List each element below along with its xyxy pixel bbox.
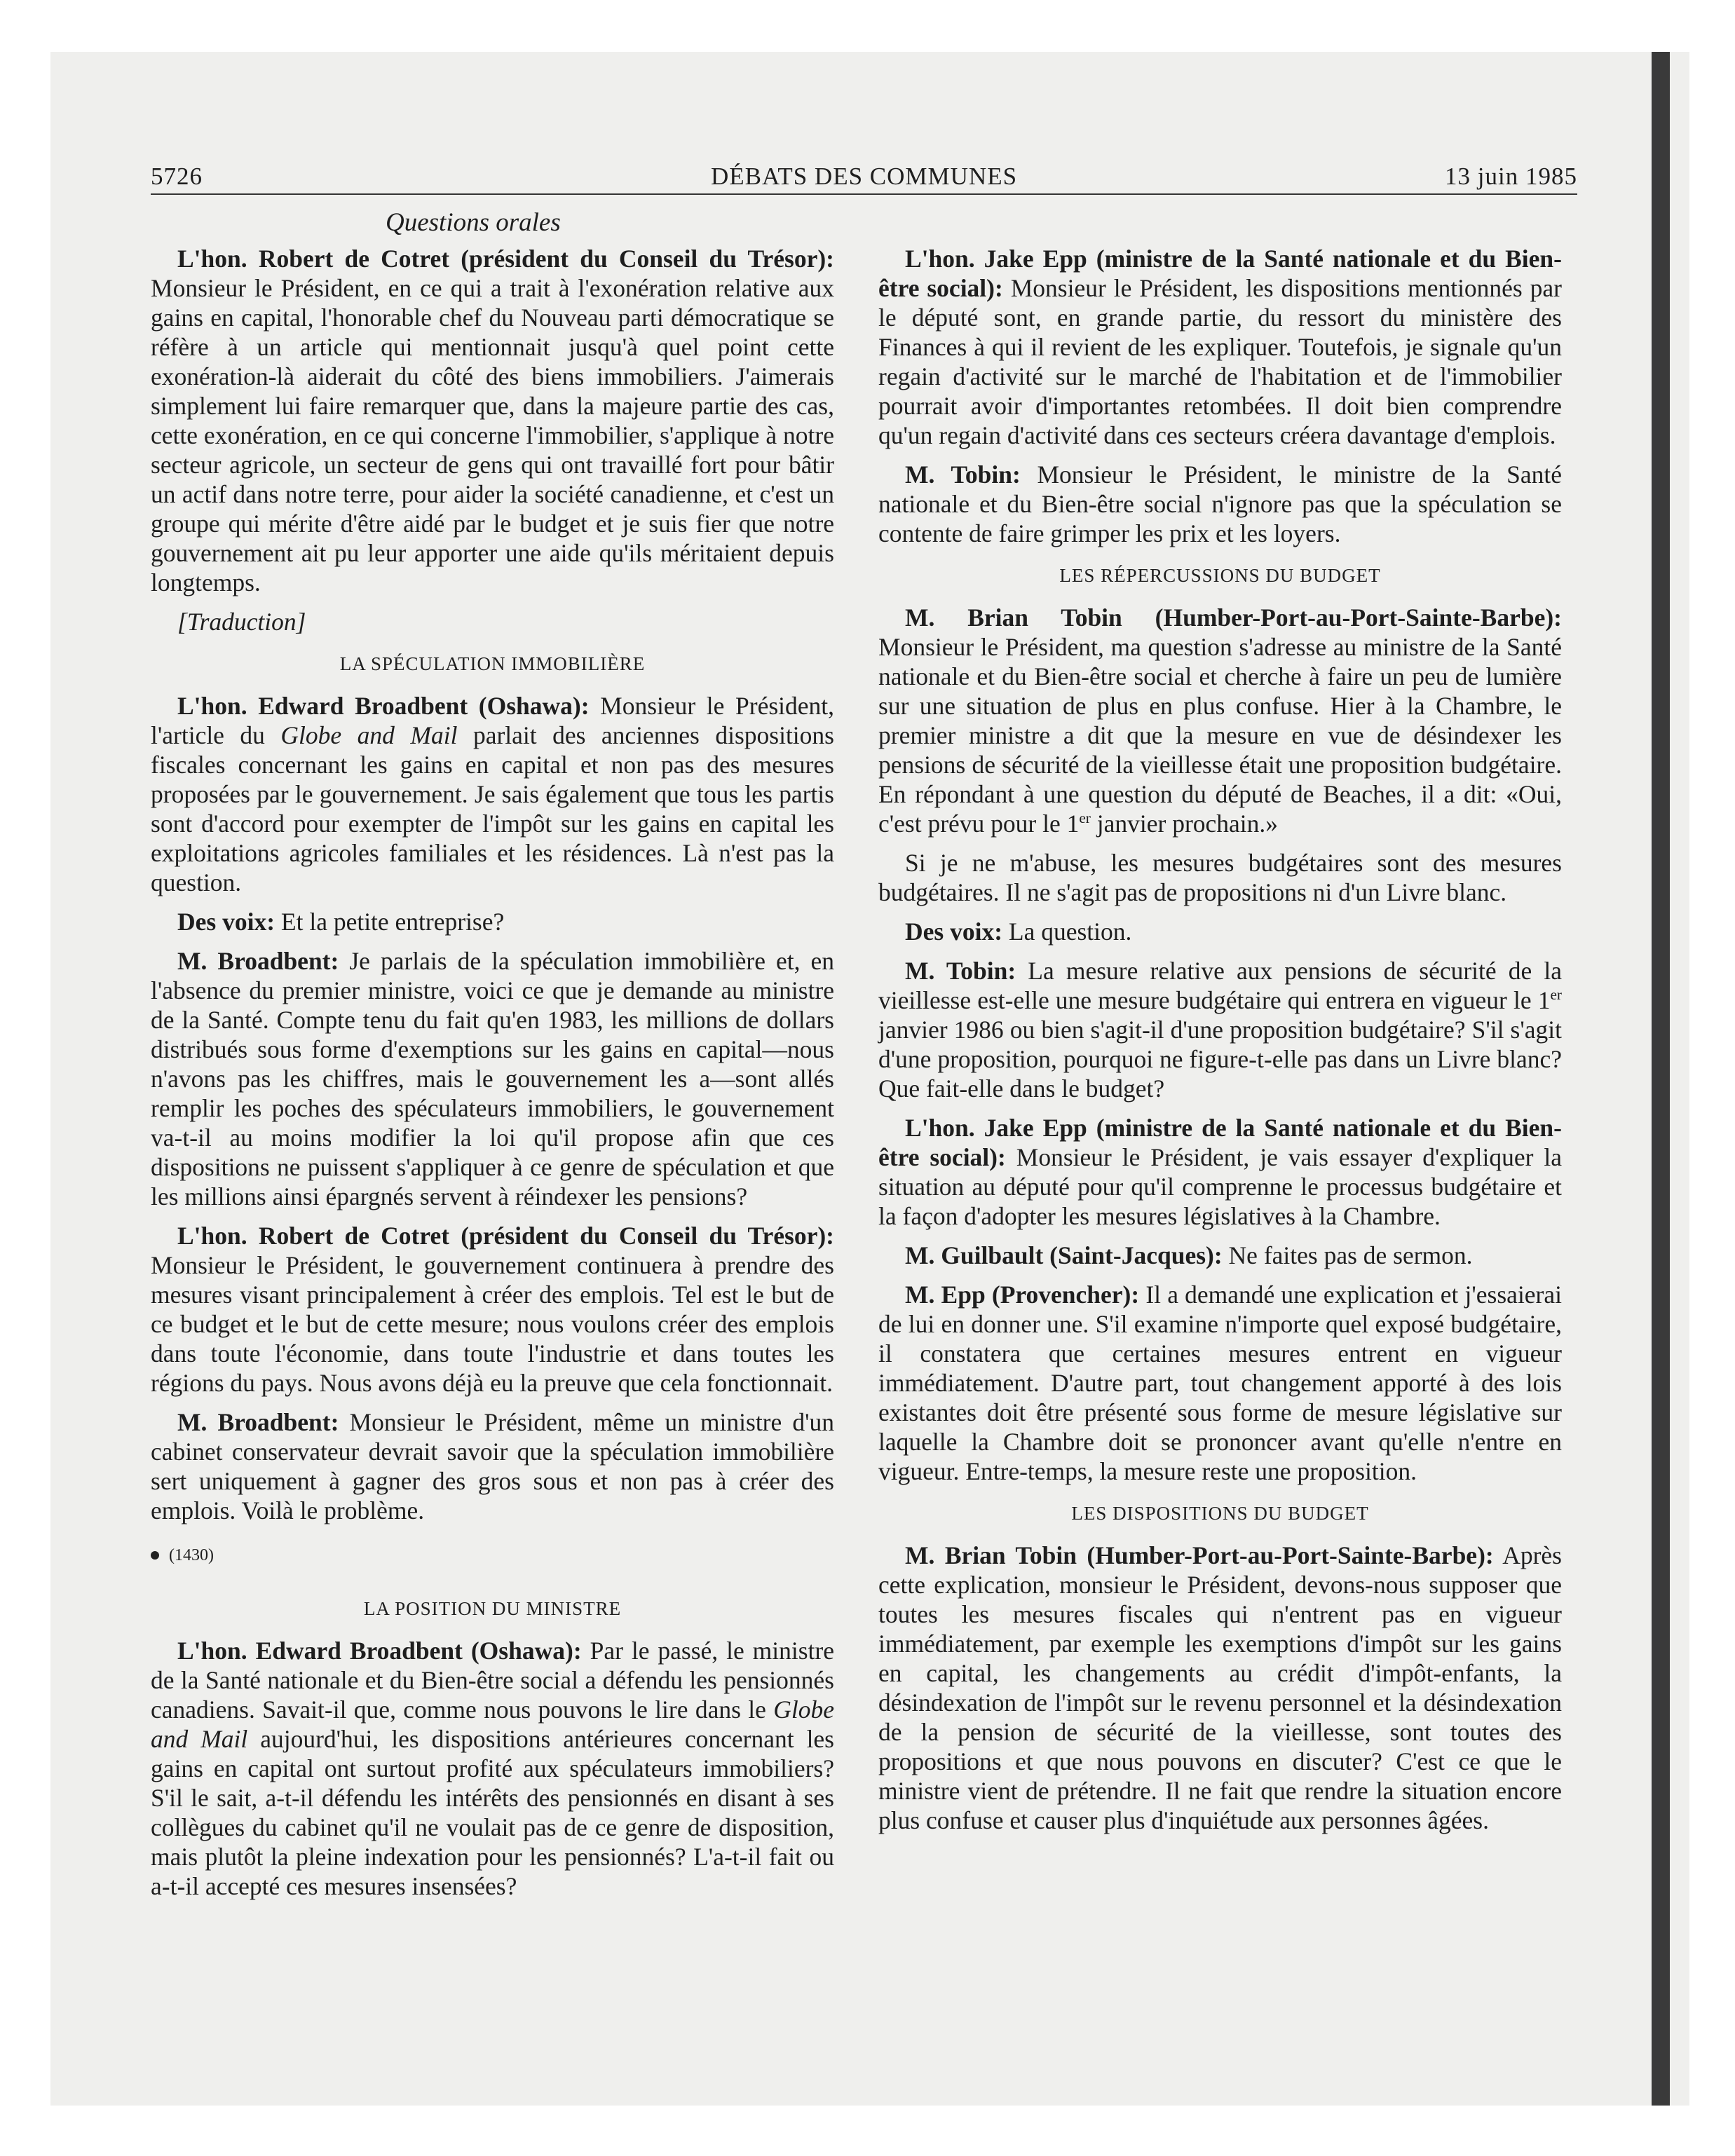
paragraph <box>878 1280 1562 1486</box>
paragraph <box>878 956 1562 1103</box>
section-heading: LA POSITION DU MINISTRE <box>363 1598 622 1619</box>
page-date: 13 juin 1985 <box>1445 163 1577 190</box>
paragraph <box>878 848 1562 907</box>
publication-title: DÉBATS DES COMMUNES <box>710 163 1018 190</box>
speech: La question. <box>1008 917 1132 946</box>
translation-note: [Traduction] <box>177 608 306 636</box>
speech: Monsieur le Président, je vais essayer d'expliquer la situation au député pour qu'il comprenne le processus budgétaire et la façon d'adopter les mesures législatives à la Chambre. <box>878 1143 1562 1230</box>
section-heading: LES RÉPERCUSSIONS DU BUDGET <box>1059 565 1381 586</box>
speech: Après cette explication, monsieur le Président, devons-nous supposer que toutes les mesures fiscales qui n'entrent pas en vigueur immédiatement, par exemple les exemptions d'impôt sur les gains en capital, les changements au crédit d'impôt-enfants, la désindexation de l'impôt sur le revenu personnel et la désindexation de la pension de sécurité de la vieillesse, sont toutes des propositions et que nous pouvons en discuter? C'est ce que le ministre vient de prétendre. Il ne fait que rendre la situation encore plus confuse et causer plus d'inquiétude aux personnes âgées. <box>878 1541 1562 1834</box>
time-marker <box>151 1541 834 1570</box>
paragraph <box>151 1221 834 1398</box>
ordinal-suffix: er <box>1550 986 1562 1004</box>
speaker: M. Broadbent: <box>177 1408 339 1436</box>
speech: La mesure relative aux pensions de sécurité de la vieillesse est-elle une mesure budgétaire qui entrera en vigueur le 1 <box>878 957 1562 1014</box>
header-rule <box>151 193 1577 195</box>
speech: Et la petite entreprise? <box>280 908 505 936</box>
speaker: Des voix: <box>905 917 1003 946</box>
paragraph <box>878 244 1562 450</box>
speech: Monsieur le Président, même un ministre d'un cabinet conservateur devrait savoir que la spéculation immobilière sert uniquement à gagner des gros sous et non pas à créer des emplois. Voilà le problème. <box>151 1408 835 1524</box>
paragraph <box>151 907 834 936</box>
speech: Monsieur le Président, les dispositions mentionnés par le député sont, en grande partie, du ressort du ministère des Finances à qui il revient de les expliquer. Toutefois, je signale qu'un regain d'activité sur le marché de l'habitation et de l'immobilier pourrait avoir d'importantes retombées. Il doit bien comprendre qu'un regain d'activité dans ces secteurs créera davantage d'emplois. <box>878 274 1562 449</box>
speaker: L'hon. Jake Epp (ministre de la Santé nationale et du Bien-être social): <box>878 1114 1562 1171</box>
paragraph <box>878 460 1562 548</box>
speech: Je parlais de la spéculation immobilière et, en l'absence du premier ministre, voici ce que je demande au ministre de la Santé. Compte tenu du fait qu'en 1983, les millions de dollars distribués sous forme d'exemptions sur les gains en capital—nous n'avons pas les chiffres, mais le gouvernement les a—sont allés remplir les poches des spéculateurs immobiliers, le gouvernement va-t-il au moins modifier la loi qu'il propose afin que ces dispositions ne puissent s'appliquer à ce genre de spéculation et que les millions ainsi épargnés servent à réindexer les pensions? <box>151 947 835 1210</box>
speech: Monsieur le Président, en ce qui a trait à l'exonération relative aux gains en capital, l'honorable chef du Nouveau parti démocratique se réfère à un article qui mentionnait jusqu'à quel point cette exonération-là aiderait du côté des biens immobiliers. J'aimerais simplement lui faire remarquer que, dans la majeure partie des cas, cette exonération, en ce qui concerne l'immobilier, s'applique à notre secteur agricole, un secteur de gens qui ont travaillé fort pour bâtir un actif dans notre terre, pour aider la société canadienne, et c'est un groupe qui mérite d'être aidé par le budget et je suis fier que notre gouvernement ait pu leur apporter une aide qu'ils méritaient depuis longtemps. <box>151 274 834 596</box>
paragraph <box>151 1407 834 1525</box>
paragraph <box>878 1113 1562 1231</box>
paragraph <box>878 1541 1562 1835</box>
speech: Ne faites pas de sermon. <box>1228 1241 1473 1269</box>
speaker: L'hon. Edward Broadbent (Oshawa): <box>177 692 590 720</box>
section-heading: LA SPÉCULATION IMMOBILIÈRE <box>339 653 646 674</box>
paragraph <box>878 1241 1562 1270</box>
speaker: M. Guilbault (Saint-Jacques): <box>905 1241 1223 1269</box>
speech: janvier prochain.» <box>1090 810 1279 838</box>
speech: Monsieur le Président, le ministre de la Santé nationale et du Bien-être social n'ignore pas que la spéculation se contente de faire grimper les prix et les loyers. <box>878 460 1562 547</box>
page-number: 5726 <box>151 163 203 190</box>
speech: aujourd'hui, les dispositions antérieures concernant les gains en capital ont surtout profité aux spéculateurs immobiliers? S'il le sait, a-t-il défendu les intérêts des pensionnés en disant à ses collègues du cabinet qu'il ne voulait pas de ce genre de disposition, mais plutôt la pleine indexation pour les pensionnés? L'a-t-il fait ou a-t-il accepté ces mesures insensées? <box>151 1725 834 1900</box>
speaker: M. Epp (Provencher): <box>905 1281 1140 1309</box>
speaker: Des voix: <box>177 908 275 936</box>
bullet-dot-icon <box>151 1551 159 1560</box>
speaker: M. Brian Tobin (Humber-Port-au-Port-Sainte-Barbe): <box>905 603 1562 632</box>
speech: Monsieur le Président, ma question s'adresse au ministre de la Santé nationale et du Bien-être social et cherche à faire un peu de lumière sur une situation de plus en plus confuse. Hier à la Chambre, le premier ministre a dit que la mesure en vue de désindexer les pensions de sécurité de la vieillesse était une proposition budgétaire. En répondant à une question du député de Beaches, il a dit: «Oui, c'est prévu pour le 1 <box>878 633 1562 838</box>
paragraph <box>878 917 1562 946</box>
newspaper-title: Globe and Mail <box>280 721 458 749</box>
speech: Si je ne m'abuse, les mesures budgétaires sont des mesures budgétaires. Il ne s'agit pas de propositions ni d'un Livre blanc. <box>878 849 1562 906</box>
scan-edge-shadow <box>1652 52 1670 2106</box>
speaker: M. Tobin: <box>905 460 1021 489</box>
left-column <box>151 244 834 1911</box>
speaker: M. Brian Tobin (Humber-Port-au-Port-Sainte-Barbe): <box>905 1541 1494 1569</box>
paragraph <box>151 244 834 597</box>
newspaper-title: Globe and Mail <box>151 1696 835 1753</box>
section-title: Questions orales <box>386 208 561 237</box>
speaker: L'hon. Jake Epp (ministre de la Santé nationale et du Bien-être social): <box>878 245 1562 302</box>
speech: Par le passé, le ministre de la Santé nationale et du Bien-être social a défendu les pensionnés canadiens. Savait-il que, comme nous pouvons le lire dans le <box>151 1637 834 1724</box>
speaker: M. Tobin: <box>905 957 1016 985</box>
speech: Il a demandé une explication et j'essaierai de lui en donner une. S'il examine n'importe quel exposé budgétaire, il constatera que certaines mesures entrent en vigueur immédiatement. D'autre part, tout changement apporté à des lois existantes doit être présenté sous forme de mesure législative sur laquelle la Chambre doit se prononcer avant qu'elle n'entre en vigueur. Entre-temps, la mesure reste une proposition. <box>878 1281 1563 1485</box>
ordinal-suffix: er <box>1079 810 1091 827</box>
paragraph <box>151 691 834 897</box>
paragraph <box>151 946 834 1211</box>
paragraph <box>151 1636 834 1901</box>
speech: Monsieur le Président, l'article du <box>151 692 834 749</box>
time-marker-text: (1430) <box>169 1546 214 1564</box>
paragraph <box>878 603 1562 838</box>
right-column <box>878 244 1562 1845</box>
speech: janvier 1986 ou bien s'agit-il d'une proposition budgétaire? S'il s'agit d'une proposition, pourquoi ne figure-t-elle pas dans un Livre blanc? Que fait-elle dans le budget? <box>878 1016 1562 1103</box>
speech: parlait des anciennes dispositions fiscales concernant les gains en capital et non pas des mesures proposées par le gouvernement. Je sais également que tous les partis sont d'accord pour exempter de l'impôt sur les gains en capital les exploitations agricoles familiales et les résidences. Là n'est pas la question. <box>151 721 834 896</box>
speech: Monsieur le Président, le gouvernement continuera à prendre des mesures visant principalement à créer des emplois. Tel est le but de ce budget et le but de cette mesure; nous voulons créer des emplois dans toute l'économie, dans toute l'industrie et dans toutes les régions du pays. Nous avons déjà eu la preuve que cela fonctionnait. <box>151 1251 834 1397</box>
page-header <box>151 163 1577 192</box>
speaker: L'hon. Robert de Cotret (président du Conseil du Trésor): <box>177 245 834 273</box>
speaker: L'hon. Edward Broadbent (Oshawa): <box>177 1637 582 1665</box>
speaker: L'hon. Robert de Cotret (président du Conseil du Trésor): <box>177 1222 834 1250</box>
section-heading: LES DISPOSITIONS DU BUDGET <box>1071 1503 1369 1524</box>
speaker: M. Broadbent: <box>177 947 339 975</box>
